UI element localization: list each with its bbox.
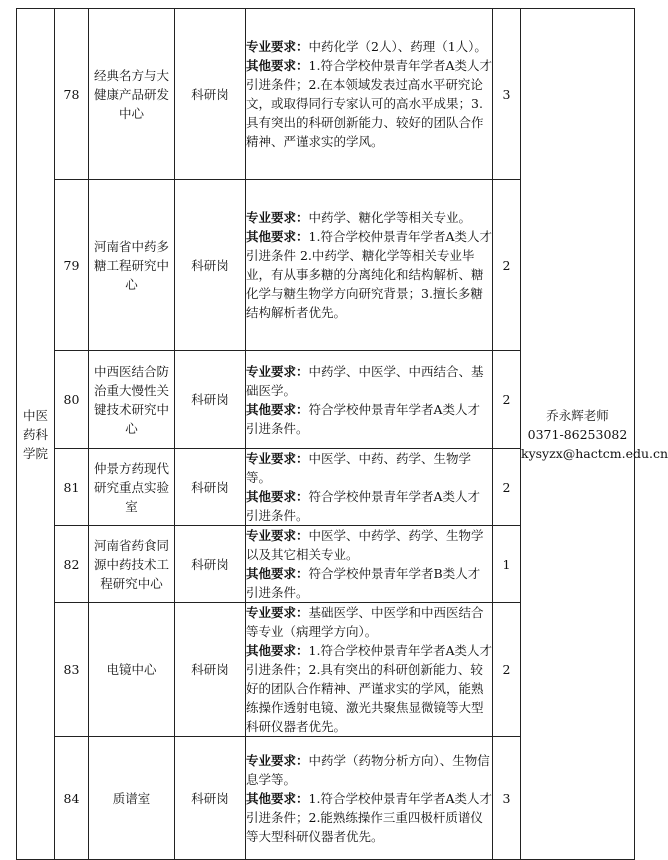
headcount: 3 [493, 9, 521, 180]
requirements-cell [246, 526, 493, 603]
other-requirement: 符合学校仲景青年学者B类人才引进条件。 [246, 566, 481, 600]
row-number: 79 [55, 180, 89, 351]
post-type: 科研岗 [175, 737, 246, 860]
requirements-cell [246, 449, 493, 526]
headcount: 1 [493, 526, 521, 603]
other-label: 其他要求： [246, 790, 309, 806]
other-requirement: 符合学校仲景青年学者A类人才引进条件。 [246, 489, 481, 523]
requirements-cell [246, 603, 493, 737]
recruitment-table [16, 8, 668, 860]
major-label: 专业要求： [246, 528, 309, 543]
requirements-cell [246, 351, 493, 449]
other-label: 其他要求： [246, 229, 309, 244]
major-label: 专业要求： [246, 752, 309, 768]
major-label: 专业要求： [246, 39, 309, 54]
unit-name: 仲景方药现代研究重点实验室 [89, 449, 175, 526]
headcount: 2 [493, 351, 521, 449]
unit-name: 质谱室 [89, 737, 175, 860]
post-type: 科研岗 [175, 180, 246, 351]
post-type: 科研岗 [175, 351, 246, 449]
post-type: 科研岗 [175, 9, 246, 180]
unit-name: 河南省药食同源中药技术工程研究中心 [89, 526, 175, 603]
unit-name: 河南省中药多糖工程研究中心 [89, 180, 175, 351]
headcount: 2 [493, 603, 521, 737]
major-requirement: 中医学、中药学、药学、生物学以及其它相关专业。 [246, 528, 484, 562]
table-row [17, 9, 635, 180]
major-label: 专业要求： [246, 210, 309, 225]
row-number: 84 [55, 737, 89, 860]
headcount: 3 [493, 737, 521, 860]
other-label: 其他要求： [246, 643, 309, 658]
headcount: 2 [493, 449, 521, 526]
other-requirement: 1.符合学校仲景青年学者A类人才引进条件 2.中药学、糖化学等相关专业毕业，有从事多糖的分离纯化和结构解析、糖化学与糖生物学方向研究背景；3.擅长多糖结构解析者优先。 [246, 229, 492, 320]
unit-name: 经典名方与大健康产品研发中心 [89, 9, 175, 180]
post-type: 科研岗 [175, 449, 246, 526]
post-type: 科研岗 [175, 526, 246, 603]
major-requirement: 中药学（药物分析方向）、生物信息学等。 [246, 752, 490, 787]
row-number: 83 [55, 603, 89, 737]
major-requirement: 基础医学、中医学和中西医结合等专业（病理学方向）。 [246, 605, 484, 639]
other-requirement: 符合学校仲景青年学者A类人才引进条件。 [246, 401, 481, 436]
row-number: 78 [55, 9, 89, 180]
contact-cell [521, 9, 668, 860]
major-requirement: 中药学、中医学、中西结合、基础医学。 [246, 363, 484, 398]
unit-name: 电镜中心 [89, 603, 175, 737]
row-number: 80 [55, 351, 89, 449]
other-label: 其他要求： [246, 401, 309, 417]
post-type: 科研岗 [175, 603, 246, 737]
major-requirement: 中医学、中药、药学、生物学等。 [246, 451, 472, 485]
major-label: 专业要求： [246, 363, 309, 379]
other-requirement: 1.符合学校仲景青年学者A类人才引进条件；2.在本领域发表过高水平研究论文，或取得同行专家认可的高水平成果；3.具有突出的科研创新能力、较好的团队合作精神、严谨求实的学风。 [246, 58, 492, 149]
unit-name: 中西医结合防治重大慢性关键技术研究中心 [89, 351, 175, 449]
requirements-cell [246, 180, 493, 351]
other-label: 其他要求： [246, 58, 309, 73]
other-requirement: 1.符合学校仲景青年学者A类人才引进条件；2.能熟练操作三重四极杆质谱仪等大型科研仪器者优先。 [246, 790, 492, 844]
major-label: 专业要求： [246, 605, 309, 620]
row-number: 81 [55, 449, 89, 526]
major-requirement: 中药化学（2人）、药理（1人）。 [308, 39, 487, 54]
requirements-cell [246, 9, 493, 180]
contact-email[interactable]: kysyzx@hactcm.edu.cn [521, 445, 668, 461]
major-requirement: 中药学、糖化学等相关专业。 [308, 210, 472, 225]
department-cell: 中医药科学院 [17, 9, 55, 860]
major-label: 专业要求： [246, 451, 309, 466]
row-number: 82 [55, 526, 89, 603]
requirements-cell [246, 737, 493, 860]
other-label: 其他要求： [246, 489, 309, 504]
contact-name: 乔永辉老师 [546, 407, 609, 423]
contact-phone: 0371-86253082 [527, 426, 628, 442]
other-requirement: 1.符合学校仲景青年学者A类人才引进条件；2.具有突出的科研创新能力、较好的团队合作精神、严谨求实的学风，能熟练操作透射电镜、激光共聚焦显微镜等大型科研仪器者优先。 [246, 643, 492, 734]
other-label: 其他要求： [246, 566, 309, 581]
headcount: 2 [493, 180, 521, 351]
